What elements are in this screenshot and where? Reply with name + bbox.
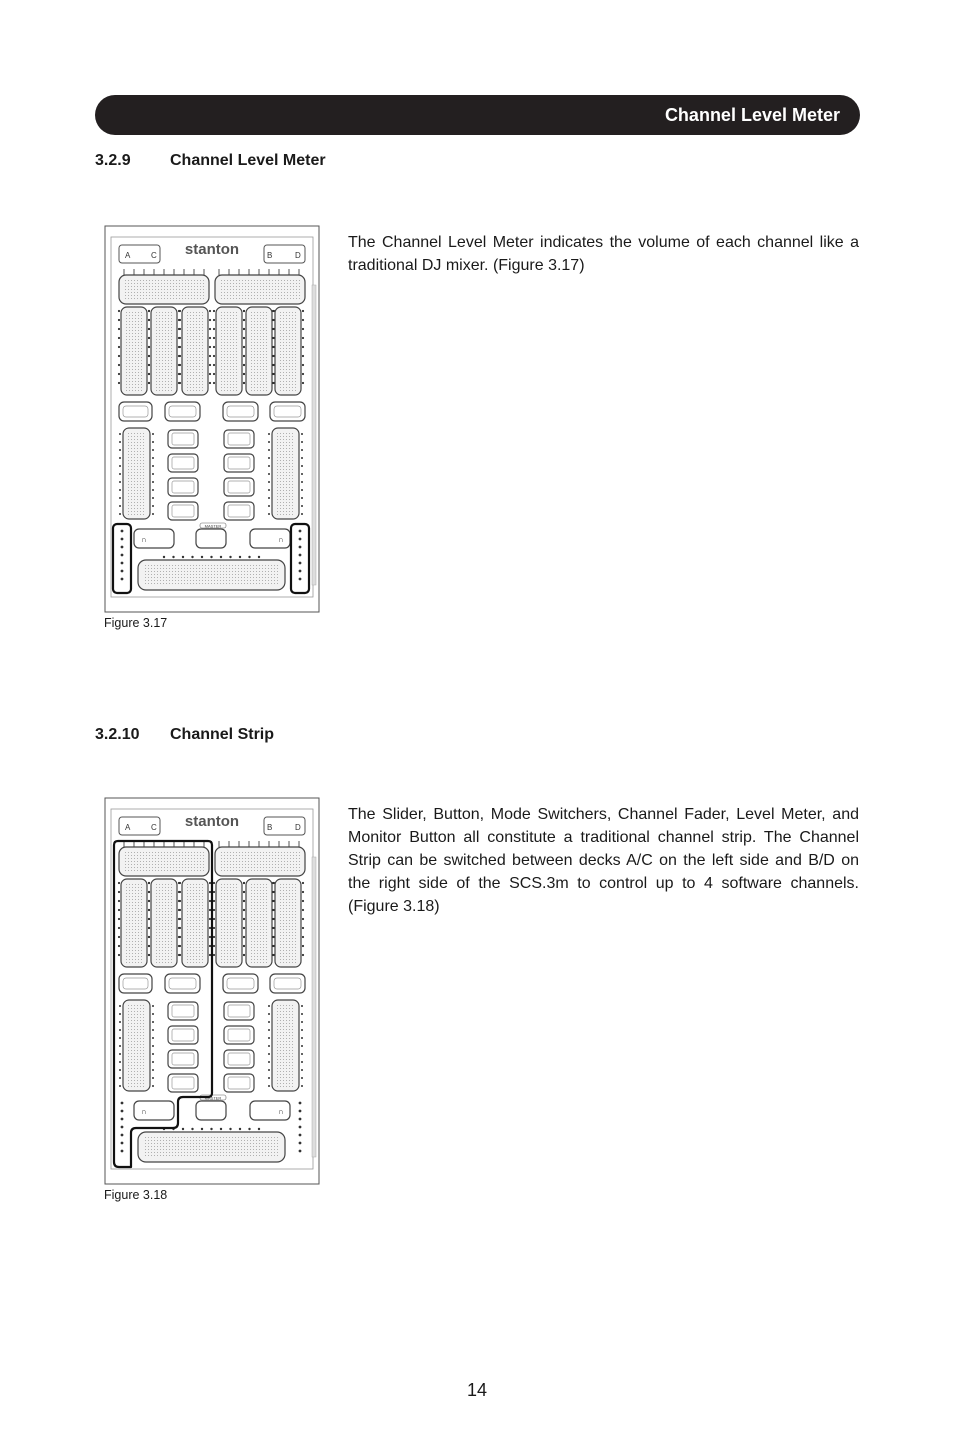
section-number: 3.2.10 [95,726,140,743]
deck-letter: C [151,823,157,832]
headphone-icon: ∩ [278,1107,284,1116]
mode-button [165,402,200,421]
figure-caption: Figure 3.18 [104,1188,168,1202]
mode-button [223,402,258,421]
section-title: Channel Level Meter [170,152,326,169]
section-title: Channel Strip [170,726,275,743]
vertical-slider [275,879,301,967]
section-number: 3.2.9 [95,152,131,169]
headphone-button [250,1101,290,1120]
scs3m-controller [104,797,320,1185]
deck-letter: D [295,251,301,260]
deck-letter: A [125,251,131,260]
mode-button [119,974,152,993]
vertical-slider [121,307,147,395]
section-heading [95,152,326,170]
headphone-icon: ∩ [278,535,284,544]
mode-button [270,402,305,421]
channel-fader [272,1000,299,1091]
vertical-slider [246,307,272,395]
headphone-button [134,529,174,548]
mode-button [223,974,258,993]
deck-letter: A [125,823,131,832]
master-button [196,529,226,548]
headphone-icon: ∩ [141,1107,147,1116]
mode-button [119,402,152,421]
vertical-slider [182,879,208,967]
figure-3-17 [104,225,320,613]
headphone-button [134,1101,174,1120]
header-bar [95,95,860,135]
page-number: 14 [466,1380,488,1400]
mode-button [165,974,200,993]
deck-letter: B [267,251,273,260]
vertical-slider [151,307,177,395]
vertical-slider [182,307,208,395]
channel-fader [123,428,150,519]
vertical-slider [216,307,242,395]
mode-button [270,974,305,993]
vertical-slider [275,307,301,395]
figure-caption: Figure 3.17 [104,616,168,630]
vertical-slider [216,879,242,967]
section-body: The Slider, Button, Mode Switchers, Channel Fader, Level Meter, and Monitor Button all constitute a traditional channel strip. The Channel Strip can be switched between decks A/C on the left side and B/D on the right side of the SCS.3m to control up to 4 software channels. (Figure 3.18) [348,806,859,915]
headphone-icon: ∩ [141,535,147,544]
headphone-button [250,529,290,548]
brand-logo: stanton [184,813,240,830]
master-label: MASTER [204,523,222,529]
master-label: MASTER [204,1095,222,1101]
deck-letter: D [295,823,301,832]
channel-fader [123,1000,150,1091]
deck-letter: C [151,251,157,260]
master-button [196,1101,226,1120]
vertical-slider [246,879,272,967]
vertical-slider [121,879,147,967]
header-title: Channel Level Meter [664,105,840,125]
section-body: The Channel Level Meter indicates the volume of each channel like a traditional DJ mixer. (Figure 3.17) [348,234,859,274]
scs3m-controller [104,225,320,613]
section-heading [95,726,274,744]
vertical-slider [151,879,177,967]
figure-3-18 [104,797,320,1185]
deck-letter: B [267,823,273,832]
channel-fader [272,428,299,519]
brand-logo: stanton [184,241,240,258]
